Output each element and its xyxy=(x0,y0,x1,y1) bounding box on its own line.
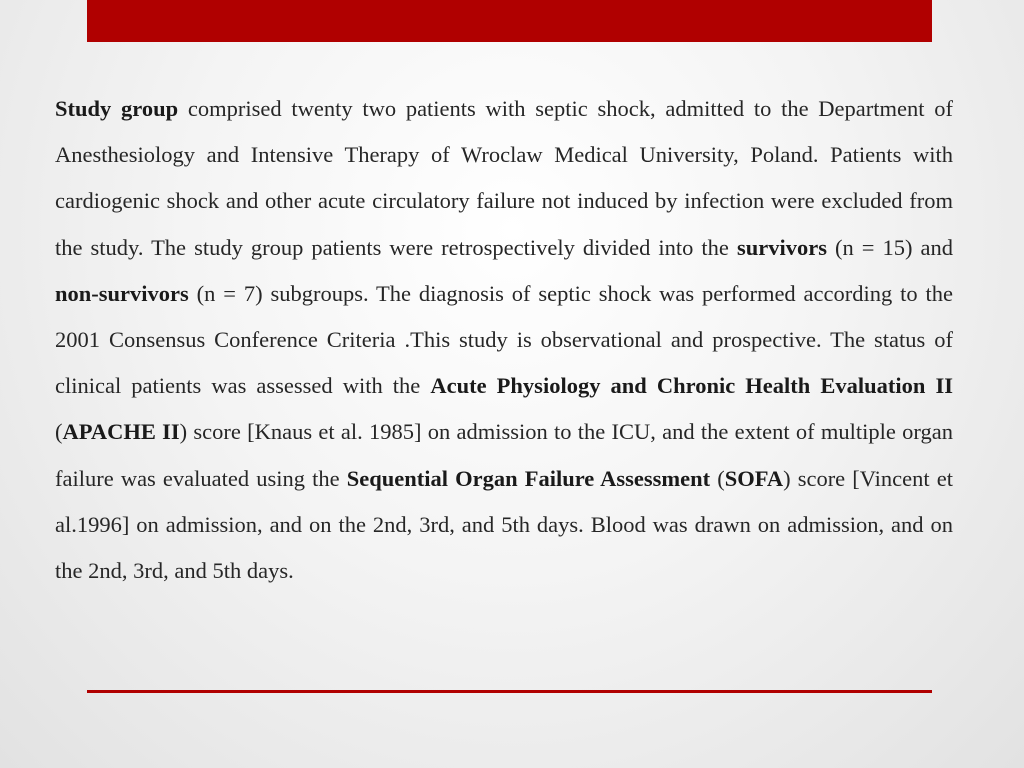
top-accent-bar xyxy=(87,0,932,42)
text-segment-bold: Sequential Organ Failure Assessment xyxy=(346,465,711,491)
text-segment: ) score [Vincent et al.1996] on admission, and on the 2nd, 3rd, and 5th days. Blood was drawn on admission, and on the 2nd, 3rd, and 5th days. xyxy=(55,465,953,584)
text-segment-bold: survivors xyxy=(736,234,827,260)
text-segment: (n = 7) subgroups. The diagnosis of septic shock was performed according to the 2001 Consensus Conference Criteria .This study is observational and prospective. The status of clinical patients was assessed with the xyxy=(55,280,953,399)
study-description-paragraph xyxy=(55,86,953,594)
text-segment: ( xyxy=(710,465,725,491)
slide-body xyxy=(55,86,953,594)
text-segment: ) score [Knaus et al. 1985] on admission to the ICU, and the extent of multiple organ failure was evaluated using the xyxy=(55,419,953,491)
text-segment: ( xyxy=(55,419,63,445)
text-segment: comprised twenty two patients with septic shock, admitted to the Department of Anesthesiology and Intensive Therapy of Wroclaw Medical University, Poland. Patients with cardiogenic shock and other acute circulatory failure not induced by infection were excluded from the study. The study group patients were retrospectively divided into the xyxy=(55,96,953,260)
text-segment-bold: SOFA xyxy=(724,465,784,491)
text-segment-bold: Study group xyxy=(55,96,179,121)
bottom-accent-rule xyxy=(87,690,932,693)
text-segment-bold: Acute Physiology and Chronic Health Evaluation II xyxy=(430,373,953,399)
text-segment-bold: APACHE II xyxy=(62,419,180,445)
text-segment: (n = 15) and xyxy=(826,234,953,260)
text-segment-bold: non-survivors xyxy=(55,280,189,306)
